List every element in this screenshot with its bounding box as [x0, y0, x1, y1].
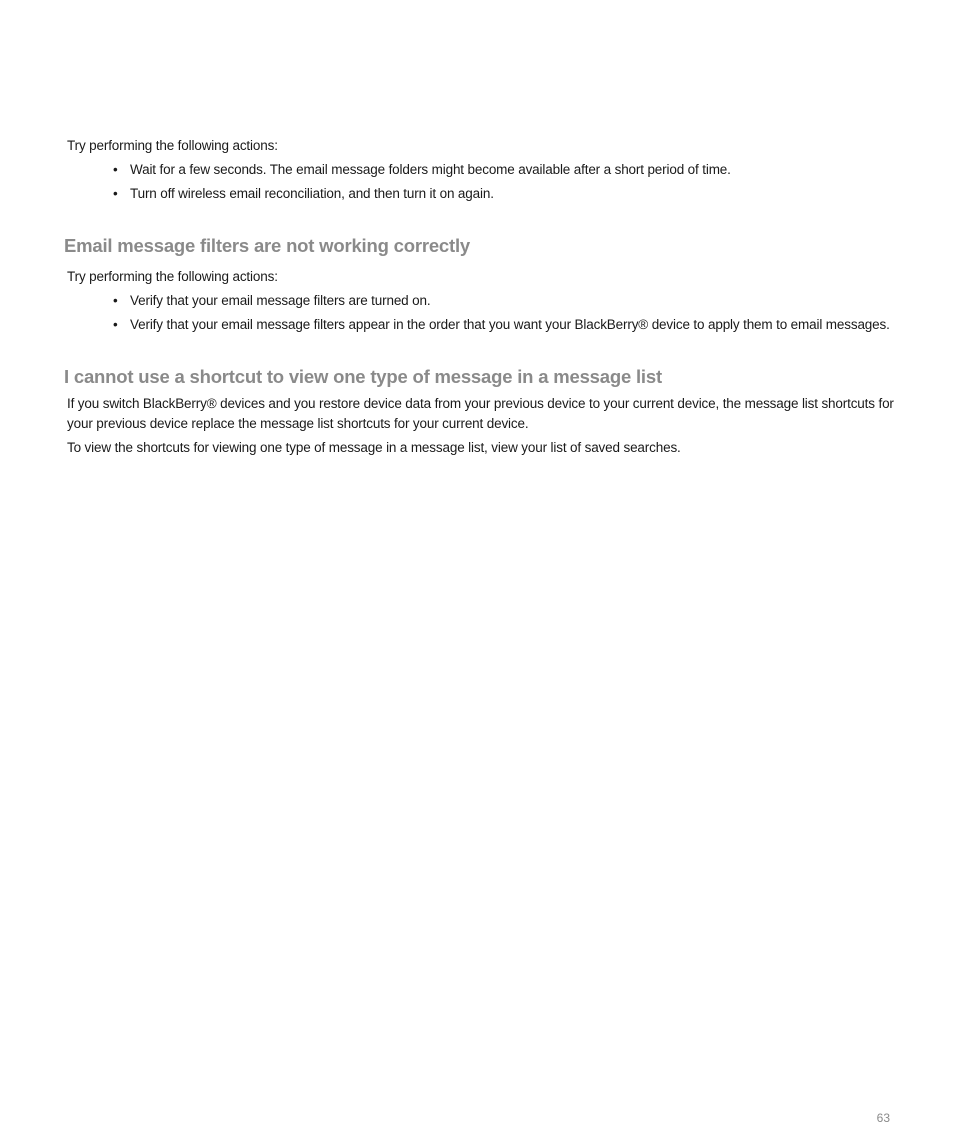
bullet-icon: • [113, 162, 118, 177]
list-item-text: Wait for a few seconds. The email message folders might become available after a short period of time. [130, 162, 731, 177]
bullet-icon: • [113, 186, 118, 201]
page-number: 63 [876, 1111, 890, 1125]
bullet-icon: • [113, 293, 118, 308]
list-item [67, 160, 897, 180]
bullet-icon: • [113, 317, 118, 332]
shortcut-heading: I cannot use a shortcut to view one type of message in a message list [64, 366, 662, 387]
intro-bullet-list [67, 160, 897, 204]
shortcut-paragraph: If you switch BlackBerry® devices and you restore device data from your previous device to your current device, the message list shortcuts for your previous device replace the message list shortcuts for your current device. [67, 396, 894, 431]
list-item [67, 184, 897, 204]
shortcut-section [67, 394, 897, 458]
list-item [67, 291, 897, 311]
list-item [67, 315, 897, 335]
filters-lead-text: Try performing the following actions: [67, 269, 278, 284]
intro-lead-text: Try performing the following actions: [67, 138, 278, 153]
list-item-text: Verify that your email message filters are turned on. [130, 293, 431, 308]
list-item-text: Turn off wireless email reconciliation, and then turn it on again. [130, 186, 494, 201]
filters-heading: Email message filters are not working correctly [64, 235, 470, 256]
list-item-text: Verify that your email message filters appear in the order that you want your BlackBerry® device to apply them to email messages. [130, 317, 890, 332]
shortcut-paragraph: To view the shortcuts for viewing one type of message in a message list, view your list of saved searches. [67, 440, 681, 455]
filters-section [67, 267, 897, 339]
intro-section [67, 136, 897, 208]
filters-bullet-list [67, 291, 897, 335]
